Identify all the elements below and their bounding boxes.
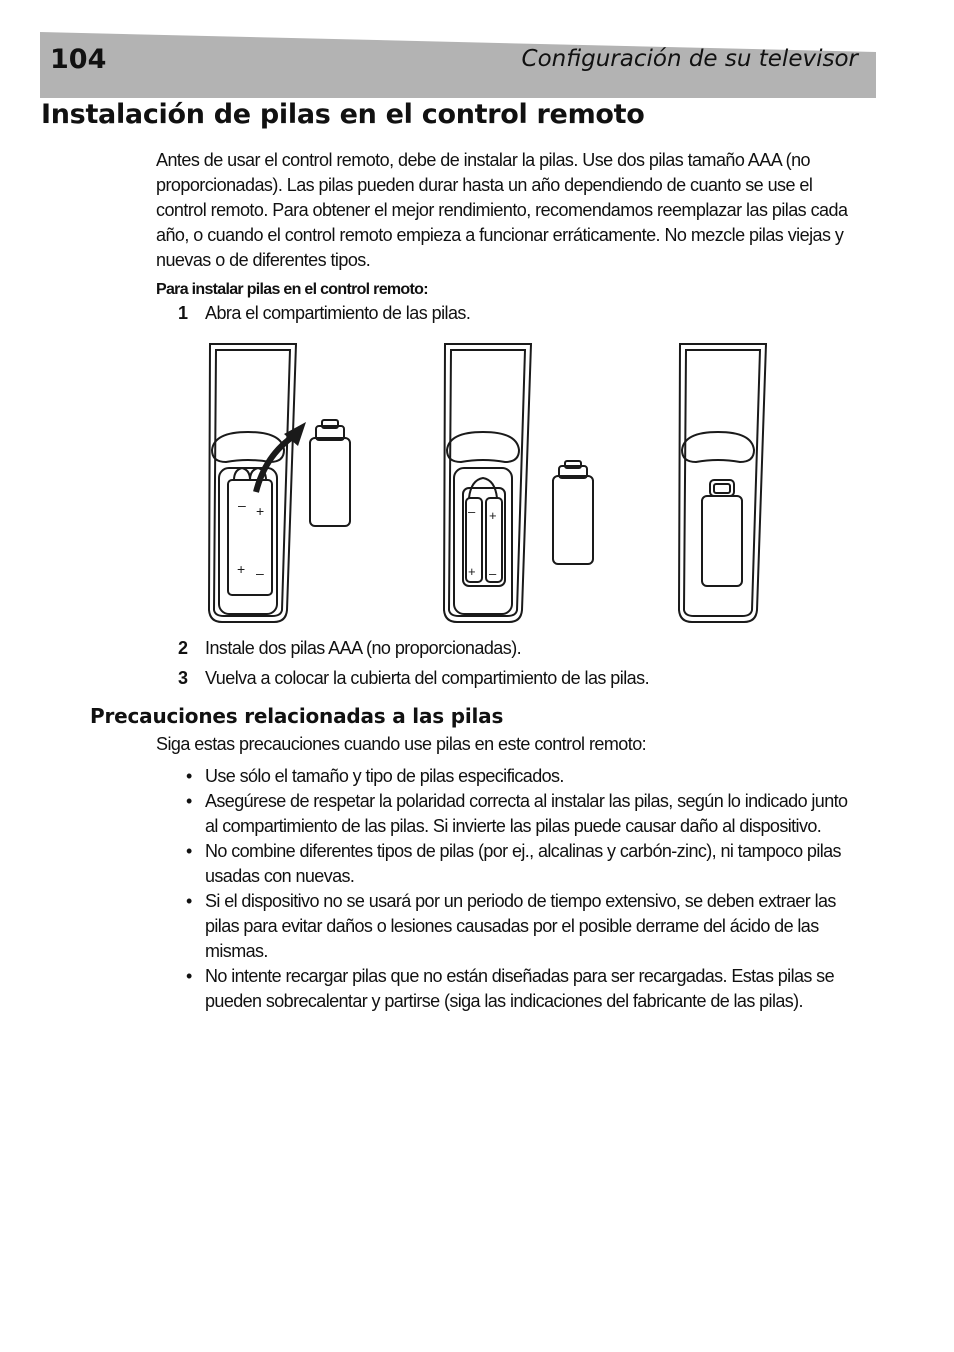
step-text: Abra el compartimiento de las pilas.	[205, 303, 471, 323]
page-number: 104	[50, 44, 107, 75]
plus-sign: +	[237, 561, 246, 577]
plus-sign: +	[489, 508, 497, 523]
list-item-line: Use sólo el tamaño y tipo de pilas especificados.	[205, 766, 564, 786]
list-item-line: No intente recargar pilas que no están diseñadas para ser recargadas. Estas pilas se	[205, 966, 834, 986]
battery-installation-illustration	[200, 340, 780, 630]
list-item	[186, 764, 866, 789]
step-1	[178, 303, 470, 324]
intro-line: Antes de usar el control remoto, debe de instalar la pilas. Use dos pilas tamaño AAA (no	[156, 150, 810, 170]
step-text: Vuelva a colocar la cubierta del compartimiento de las pilas.	[205, 668, 650, 688]
intro-line: control remoto. Para obtener el mejor rendimiento, recomendamos reemplazar las pilas cada	[156, 200, 848, 220]
plus-sign: +	[256, 503, 265, 519]
list-item	[186, 889, 866, 964]
step-3	[178, 668, 649, 689]
minus-sign: –	[256, 565, 264, 581]
remote-closed-compartment	[679, 344, 766, 622]
list-item	[186, 964, 866, 1014]
minus-sign: –	[489, 566, 497, 581]
bullet-icon: •	[186, 766, 192, 786]
step-number: 3	[178, 668, 188, 688]
list-item-line: Si el dispositivo no se usará por un periodo de tiempo extensivo, se deben extraer las	[205, 891, 836, 911]
list-item	[186, 789, 866, 839]
precautions-title: Precauciones relacionadas a las pilas	[90, 704, 504, 728]
list-item-line: Asegúrese de respetar la polaridad correcta al instalar las pilas, según lo indicado junto	[205, 791, 848, 811]
list-item-line: al compartimiento de las pilas. Si invierte las pilas puede causar daño al dispositivo.	[205, 816, 822, 836]
bullet-icon: •	[186, 966, 192, 986]
chapter-title: Configuración de su televisor	[521, 46, 858, 72]
list-item-line: pilas para evitar daños o lesiones causadas por el posible derrame del ácido de las	[205, 916, 819, 936]
precautions-intro: Siga estas precauciones cuando use pilas en este control remoto:	[156, 734, 647, 754]
list-item-line: usadas con nuevas.	[205, 866, 355, 886]
minus-sign: –	[468, 504, 476, 519]
step-text: Instale dos pilas AAA (no proporcionadas).	[205, 638, 522, 658]
list-item	[186, 839, 866, 889]
bullet-icon: •	[186, 791, 192, 811]
precautions-list	[186, 764, 866, 1014]
plus-sign: +	[468, 564, 476, 579]
bullet-icon: •	[186, 841, 192, 861]
minus-sign: –	[238, 497, 246, 513]
remote-installed-batteries	[444, 344, 593, 622]
step-2	[178, 638, 521, 659]
procedure-heading: Para instalar pilas en el control remoto:	[156, 281, 428, 298]
intro-line: nuevas o de diferentes tipos.	[156, 250, 371, 270]
remote-open-compartment	[209, 344, 350, 622]
intro-line: año, o cuando el control remoto empieza a funcionar erráticamente. No mezcle pilas viejas y	[156, 225, 844, 245]
step-number: 2	[178, 638, 188, 658]
step-number: 1	[178, 303, 188, 323]
intro-line: proporcionadas). Las pilas pueden durar hasta un año dependiendo de cuanto se use el	[156, 175, 813, 195]
list-item-line: pueden sobrecalentar y partirse (siga las indicaciones del fabricante de las pilas).	[205, 991, 803, 1011]
list-item-line: mismas.	[205, 941, 268, 961]
list-item-line: No combine diferentes tipos de pilas (por ej., alcalinas y carbón-zinc), ni tampoco pilas	[205, 841, 841, 861]
bullet-icon: •	[186, 891, 192, 911]
section-title: Instalación de pilas en el control remoto	[41, 99, 645, 130]
intro-paragraph	[156, 148, 860, 273]
